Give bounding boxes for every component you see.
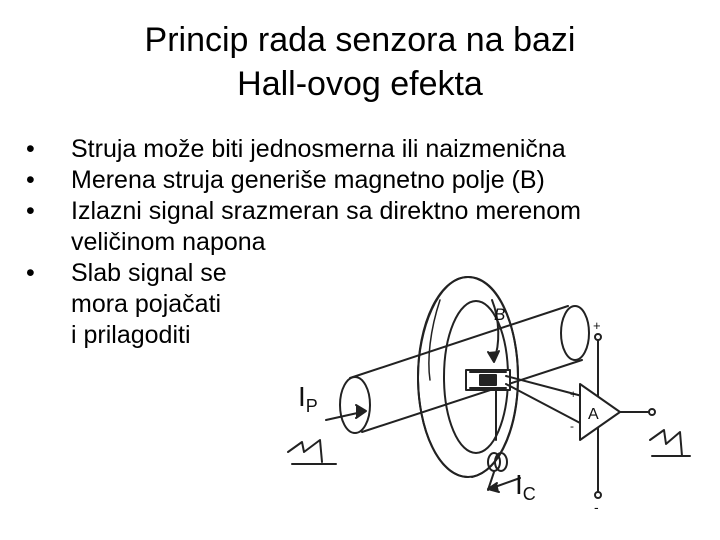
bullet-1-line-1: Struja može biti jednosmerna ili naizmenična (71, 135, 566, 163)
label-ip-sub: P (305, 396, 318, 416)
slide-title (0, 18, 720, 106)
label-ic (515, 469, 536, 504)
bullet-3-line-1: Izlazni signal srazmeran sa direktno merenom (71, 197, 581, 225)
label-supply-plus: + (593, 318, 601, 333)
bullet-4-line-3: i prilagoditi (71, 321, 191, 349)
amplifier-triangle (580, 384, 620, 440)
conductor-cylinder (340, 306, 589, 433)
bullet-2-line-1: Merena struja generiše magnetno polje (B) (71, 166, 545, 194)
bullet-dot: • (26, 135, 35, 163)
label-ic-main: I (515, 469, 523, 500)
label-ip-main: I (298, 381, 306, 412)
bullet-4-line-1: Slab signal se (71, 259, 227, 287)
label-amp-minus: - (570, 419, 574, 433)
label-b: B (494, 305, 506, 324)
label-supply-minus: - (594, 499, 599, 515)
bullet-dot: • (26, 259, 35, 287)
bullet-dot: • (26, 197, 35, 225)
bullet-3-line-2: veličinom napona (71, 228, 266, 256)
hall-element (466, 370, 510, 390)
label-ip (298, 381, 318, 416)
bullet-item-3 (26, 196, 581, 258)
output-waveform (650, 430, 690, 456)
label-ic-sub: C (522, 484, 536, 504)
hall-sensor-diagram (260, 268, 700, 530)
label-amp-plus: + (570, 389, 577, 401)
bullet-dot: • (26, 166, 35, 194)
title-line-2: Hall-ovog efekta (237, 65, 483, 103)
bullet-item-2 (26, 165, 581, 196)
bullet-item-1 (26, 134, 581, 165)
bullet-4-line-2: mora pojačati (71, 290, 222, 318)
title-line-1: Princip rada senzora na bazi (144, 21, 576, 59)
label-amplifier: A (588, 406, 599, 423)
input-waveform (288, 440, 336, 464)
